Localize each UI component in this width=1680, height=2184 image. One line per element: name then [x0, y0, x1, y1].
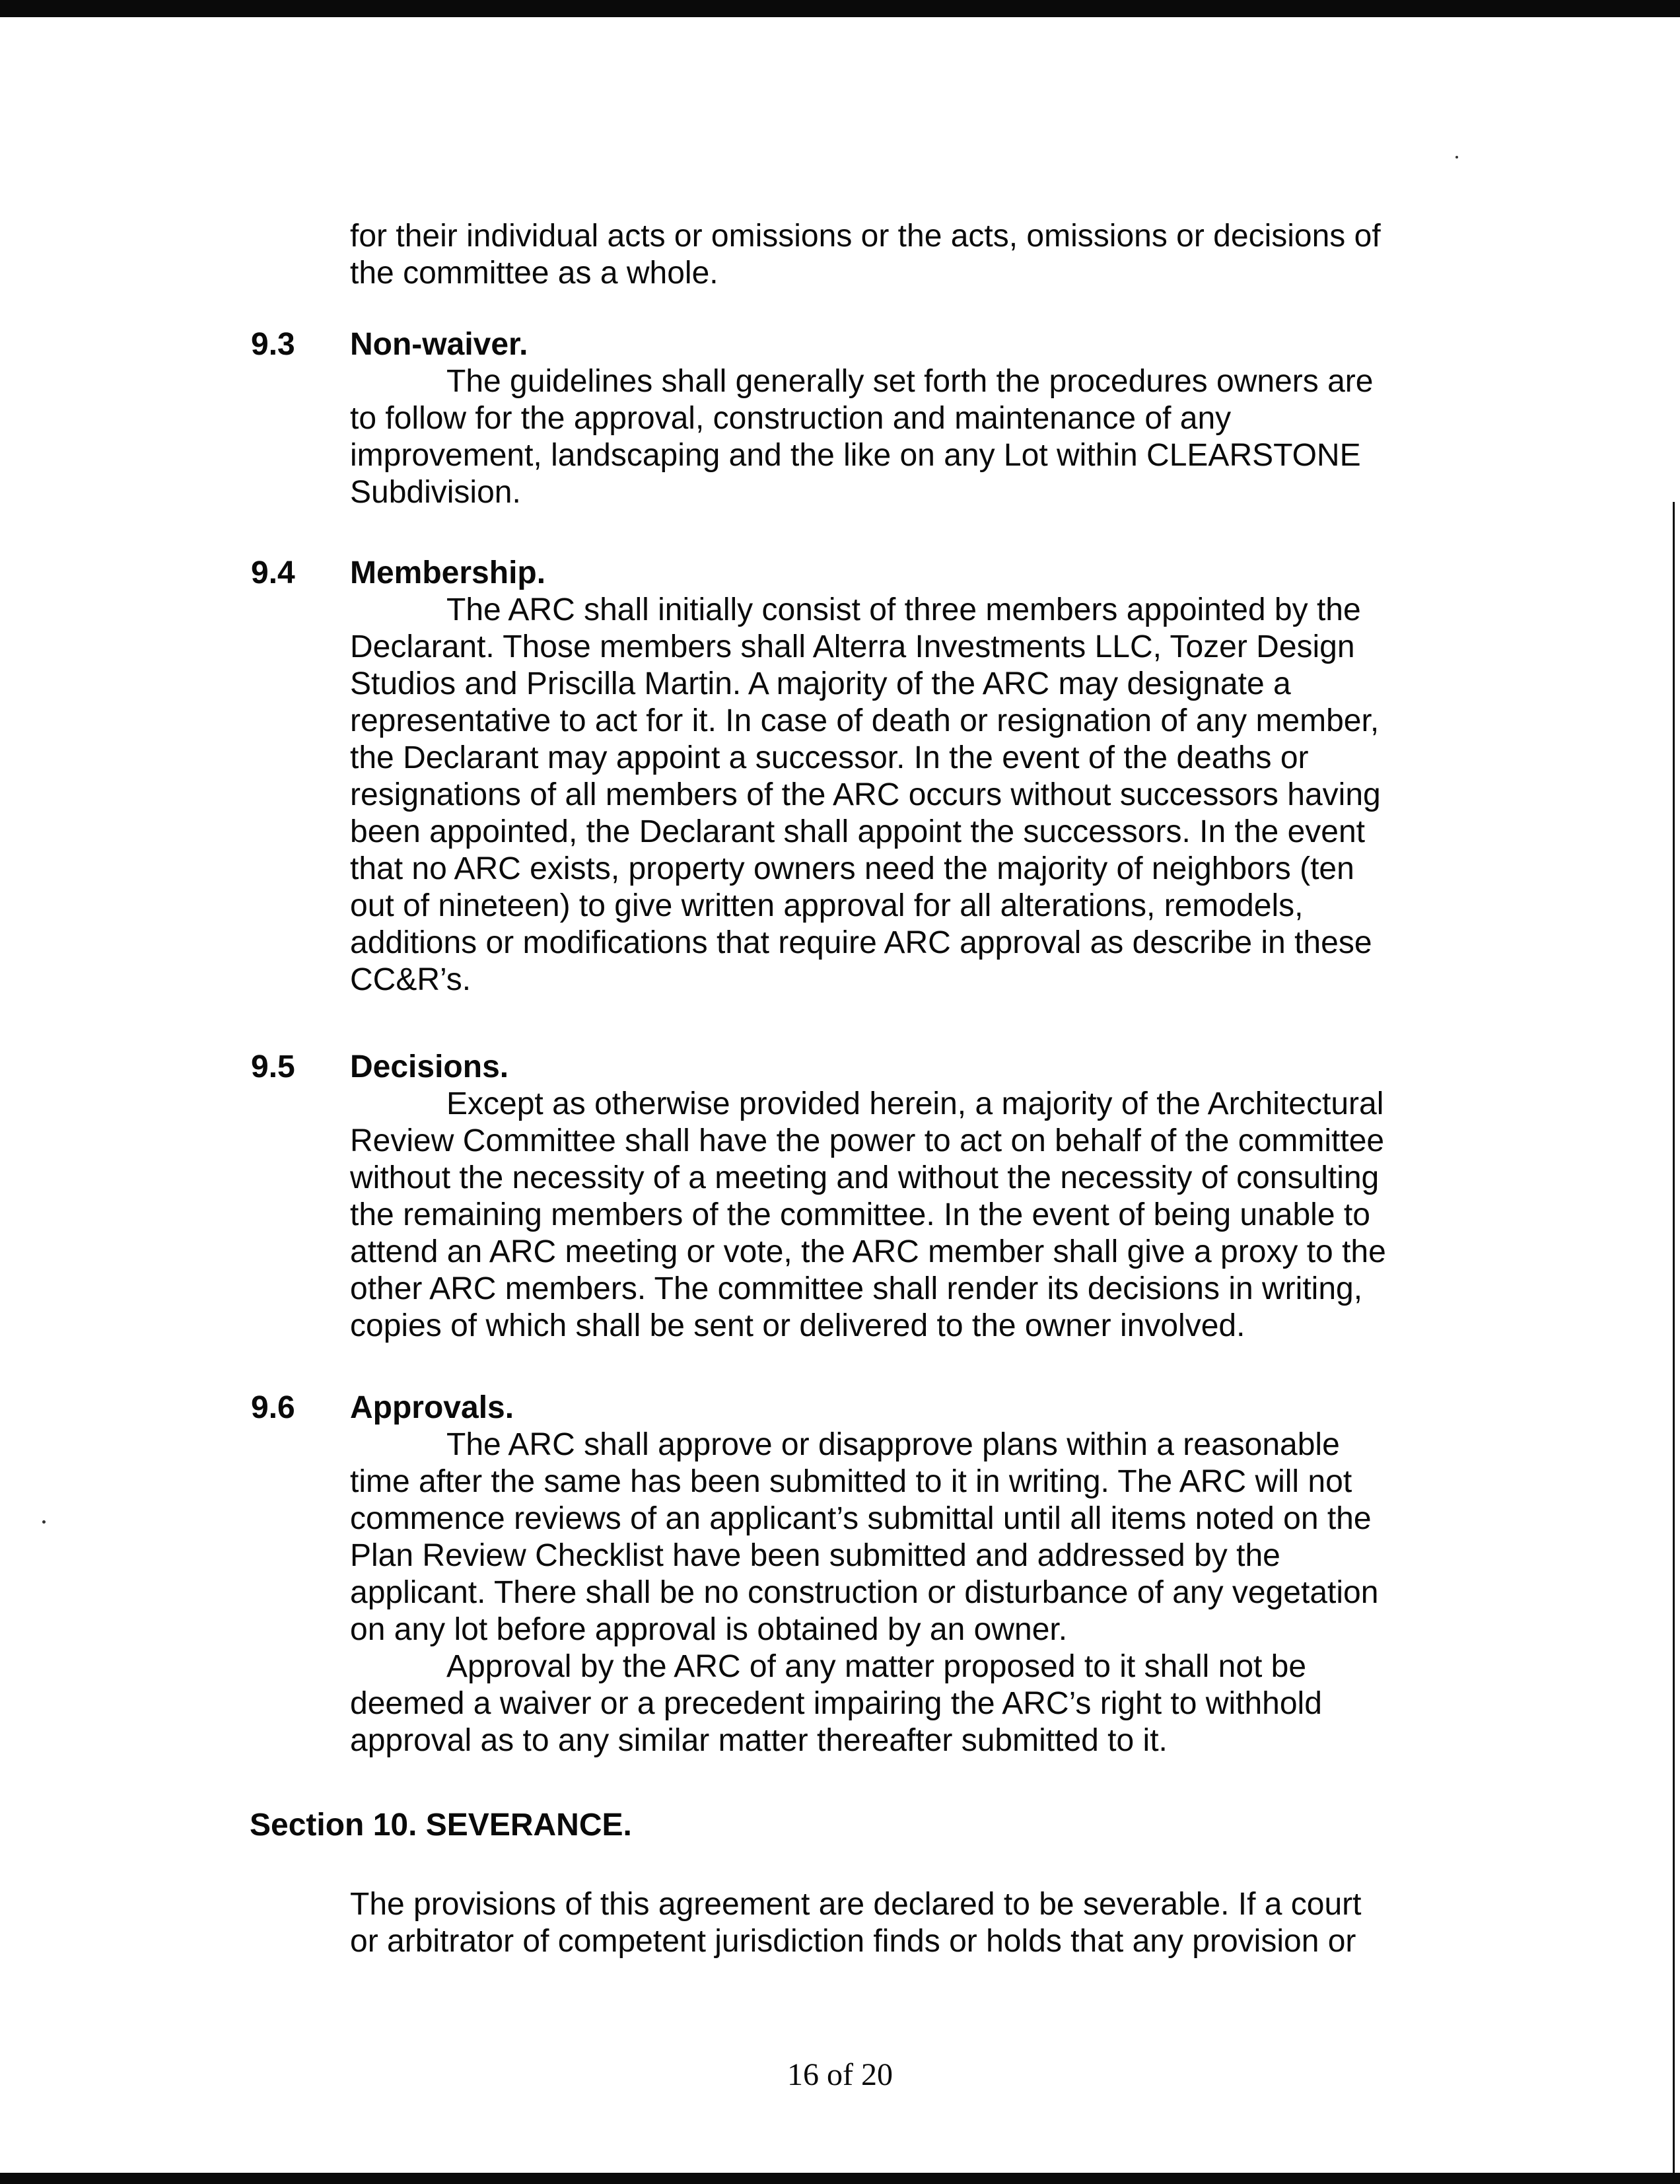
section-body	[350, 363, 1486, 511]
text-line: approval as to any similar matter thereafter submitted to it.	[350, 1723, 1168, 1758]
section-title: Non-waiver.	[350, 327, 528, 362]
section-9-6	[350, 1390, 1486, 1759]
section-number: 9.4	[251, 555, 295, 590]
text-line: additions or modifications that require ARC approval as describe in these	[350, 925, 1372, 960]
section-9-3	[350, 326, 1486, 511]
text-line: or arbitrator of competent jurisdiction finds or holds that any provision or	[350, 1924, 1356, 1959]
page-number: 16 of 20	[787, 2057, 893, 2092]
text-line: the remaining members of the committee. In the event of being unable to	[350, 1197, 1370, 1232]
section-number: 9.6	[251, 1390, 295, 1425]
section-number: 9.5	[251, 1049, 295, 1084]
text-line: The provisions of this agreement are declared to be severable. If a court	[350, 1887, 1362, 1922]
text-line: resignations of all members of the ARC occurs without successors having	[350, 777, 1381, 812]
text-line: without the necessity of a meeting and without the necessity of consulting	[350, 1160, 1380, 1195]
section-body	[350, 592, 1486, 999]
text-line: The ARC shall approve or disapprove plans within a reasonable	[446, 1427, 1340, 1462]
text-line: Declarant. Those members shall Alterra Investments LLC, Tozer Design	[350, 629, 1355, 664]
text-line: the Declarant may appoint a successor. In the event of the deaths or	[350, 740, 1309, 775]
text-line: Plan Review Checklist have been submitted and addressed by the	[350, 1538, 1280, 1573]
section-body	[350, 1086, 1486, 1345]
section-title: Decisions.	[350, 1049, 509, 1084]
text-line: for their individual acts or omissions or the acts, omissions or decisions of	[350, 219, 1381, 254]
section-title: Approvals.	[350, 1390, 514, 1425]
section-body	[350, 1427, 1486, 1759]
section-10-body	[350, 1886, 1486, 1960]
text-line: The guidelines shall generally set forth the procedures owners are	[446, 364, 1374, 399]
section-10-heading: Section 10. SEVERANCE.	[250, 1808, 632, 1843]
text-line: applicant. There shall be no construction or disturbance of any vegetation	[350, 1575, 1379, 1610]
text-line: commence reviews of an applicant’s submittal until all items noted on the	[350, 1501, 1372, 1536]
text-line: other ARC members. The committee shall render its decisions in writing,	[350, 1271, 1363, 1306]
section-9-5	[350, 1049, 1486, 1345]
text-line: Approval by the ARC of any matter proposed to it shall not be	[446, 1649, 1307, 1684]
section-title: Membership.	[350, 555, 546, 590]
text-line: representative to act for it. In case of death or resignation of any member,	[350, 703, 1380, 738]
text-line: time after the same has been submitted to it in writing. The ARC will not	[350, 1464, 1352, 1499]
section-9-4	[350, 555, 1486, 999]
text-line: that no ARC exists, property owners need the majority of neighbors (ten	[350, 851, 1354, 886]
intro-paragraph	[350, 218, 1486, 292]
text-line: out of nineteen) to give written approval for all alterations, remodels,	[350, 888, 1304, 923]
text-line: copies of which shall be sent or delivered to the owner involved.	[350, 1308, 1245, 1343]
text-line: the committee as a whole.	[350, 256, 718, 291]
text-line: to follow for the approval, construction and maintenance of any	[350, 401, 1232, 436]
text-line: CC&R’s.	[350, 962, 472, 997]
text-line: attend an ARC meeting or vote, the ARC member shall give a proxy to the	[350, 1234, 1386, 1269]
text-line: on any lot before approval is obtained by an owner.	[350, 1612, 1068, 1647]
text-line: Review Committee shall have the power to act on behalf of the committee	[350, 1123, 1385, 1158]
text-line: improvement, landscaping and the like on any Lot within CLEARSTONE	[350, 438, 1361, 473]
text-line: Except as otherwise provided herein, a majority of the Architectural	[446, 1086, 1384, 1121]
text-line: Subdivision.	[350, 475, 521, 510]
text-line: Studios and Priscilla Martin. A majority of the ARC may designate a	[350, 666, 1291, 701]
text-line: deemed a waiver or a precedent impairing the ARC’s right to withhold	[350, 1686, 1322, 1721]
text-line: been appointed, the Declarant shall appoint the successors. In the event	[350, 814, 1366, 849]
section-number: 9.3	[251, 327, 295, 362]
text-line: The ARC shall initially consist of three members appointed by the	[446, 592, 1361, 627]
